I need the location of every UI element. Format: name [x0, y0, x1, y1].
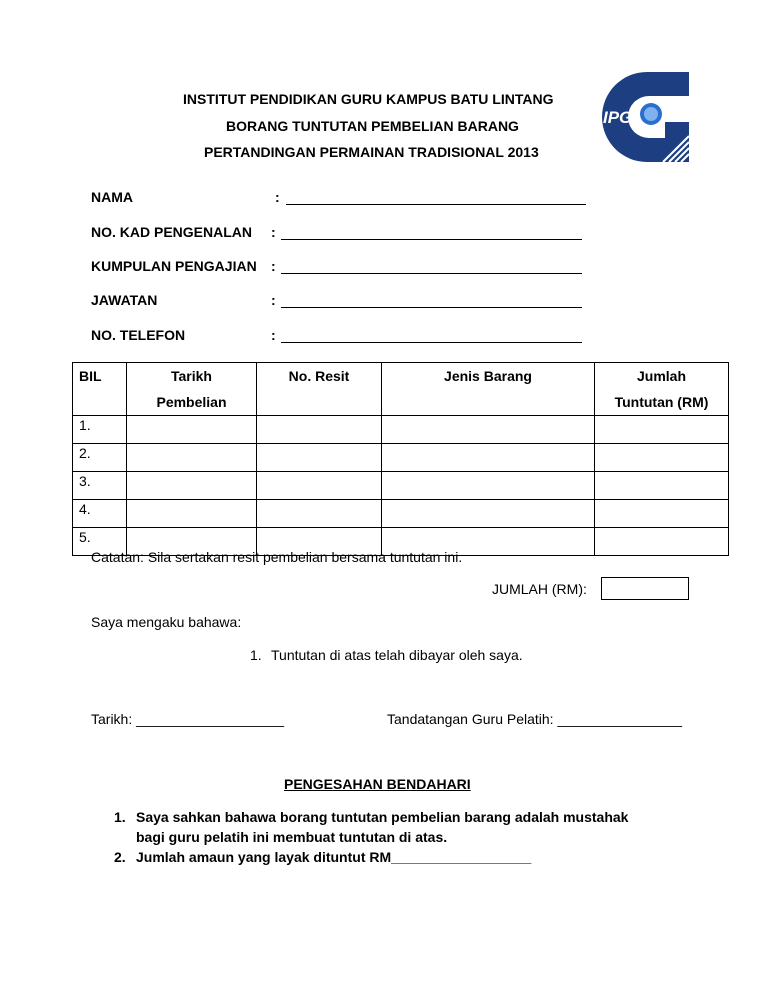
- ipg-logo: [601, 70, 691, 164]
- cell-jumlah[interactable]: [595, 472, 729, 500]
- bursar-item-2-number: 2.: [114, 849, 126, 865]
- table-row: [73, 472, 729, 500]
- total-label: JUMLAH (RM):: [492, 581, 587, 597]
- field-label-jawatan: JAWATAN: [91, 292, 158, 308]
- bursar-item-2-text[interactable]: Jumlah amaun yang layak dituntut RM__________________: [136, 849, 532, 865]
- header-line-1: INSTITUT PENDIDIKAN GURU KAMPUS BATU LINTANG: [183, 91, 554, 107]
- cell-resit[interactable]: [257, 472, 382, 500]
- cell-tarikh[interactable]: [127, 500, 257, 528]
- header-tarikh-line2: Pembelian: [156, 394, 227, 410]
- field-label-telefon: NO. TELEFON: [91, 327, 186, 343]
- field-label-kumpulan: KUMPULAN PENGAJIAN: [91, 258, 257, 274]
- ipg-logo-text: IPG: [603, 108, 633, 127]
- cell-jumlah[interactable]: [595, 416, 729, 444]
- trainee-signature-field[interactable]: Tandatangan Guru Pelatih: ________________: [387, 711, 683, 727]
- nama-input-line[interactable]: [286, 204, 586, 205]
- header-tarikh-line1: Tarikh: [171, 368, 212, 384]
- field-colon-nama: :: [275, 189, 280, 205]
- field-colon-telefon: :: [271, 327, 276, 343]
- header-bil: [73, 363, 127, 416]
- row-number: 5.: [73, 528, 127, 556]
- ic-input-line[interactable]: [281, 239, 582, 240]
- cell-jenis[interactable]: [382, 500, 595, 528]
- header-jumlah: [595, 363, 729, 416]
- field-colon-kumpulan: :: [271, 258, 276, 274]
- row-number: 1.: [73, 416, 127, 444]
- header-jumlah-line2: Tuntutan (RM): [614, 394, 709, 410]
- cell-jenis[interactable]: [382, 444, 595, 472]
- table-row: [73, 416, 729, 444]
- table-row: [73, 500, 729, 528]
- date-signature-field[interactable]: Tarikh: ___________________: [91, 711, 285, 727]
- cell-resit[interactable]: [257, 444, 382, 472]
- field-label-nama: NAMA: [91, 189, 133, 205]
- declaration-item-number: 1.: [250, 647, 262, 663]
- cell-jenis[interactable]: [382, 416, 595, 444]
- row-number: 3.: [73, 472, 127, 500]
- header-jenis: [382, 363, 595, 416]
- jawatan-input-line[interactable]: [281, 307, 582, 308]
- cell-tarikh[interactable]: [127, 472, 257, 500]
- receipt-note: Catatan: Sila sertakan resit pembelian bersama tuntutan ini.: [91, 549, 463, 565]
- bursar-section-title: PENGESAHAN BENDAHARI: [284, 776, 471, 792]
- cell-jenis[interactable]: [382, 472, 595, 500]
- row-number: 4.: [73, 500, 127, 528]
- telefon-input-line[interactable]: [281, 342, 582, 343]
- cell-tarikh[interactable]: [127, 444, 257, 472]
- field-colon-ic: :: [271, 224, 276, 240]
- header-resit: [257, 363, 382, 416]
- header-line-2: BORANG TUNTUTAN PEMBELIAN BARANG: [226, 118, 519, 134]
- header-line-3: PERTANDINGAN PERMAINAN TRADISIONAL 2013: [204, 144, 539, 160]
- total-input-box[interactable]: [601, 577, 689, 600]
- cell-tarikh[interactable]: [127, 416, 257, 444]
- header-jumlah-line1: Jumlah: [636, 368, 686, 384]
- bursar-item-1-line-2: bagi guru pelatih ini membuat tuntutan di atas.: [136, 829, 448, 845]
- header-jenis-text: Jenis Barang: [444, 368, 532, 384]
- header-tarikh: [127, 363, 257, 416]
- field-colon-jawatan: :: [271, 292, 276, 308]
- cell-resit[interactable]: [257, 416, 382, 444]
- claims-table: [72, 362, 729, 556]
- field-label-ic: NO. KAD PENGENALAN: [91, 224, 253, 240]
- declaration-intro: Saya mengaku bahawa:: [91, 614, 242, 630]
- bursar-item-1-line-1: Saya sahkan bahawa borang tuntutan pembelian barang adalah mustahak: [136, 809, 629, 825]
- cell-jumlah[interactable]: [595, 528, 729, 556]
- declaration-item-text: Tuntutan di atas telah dibayar oleh saya.: [271, 647, 523, 663]
- cell-jumlah[interactable]: [595, 444, 729, 472]
- row-number: 2.: [73, 444, 127, 472]
- header-bil-text: BIL: [79, 368, 102, 384]
- header-resit-text: No. Resit: [288, 368, 350, 384]
- table-header-row: [73, 363, 729, 416]
- cell-jumlah[interactable]: [595, 500, 729, 528]
- table-row: [73, 444, 729, 472]
- kumpulan-input-line[interactable]: [281, 273, 582, 274]
- bursar-item-1-number: 1.: [114, 809, 126, 825]
- cell-resit[interactable]: [257, 500, 382, 528]
